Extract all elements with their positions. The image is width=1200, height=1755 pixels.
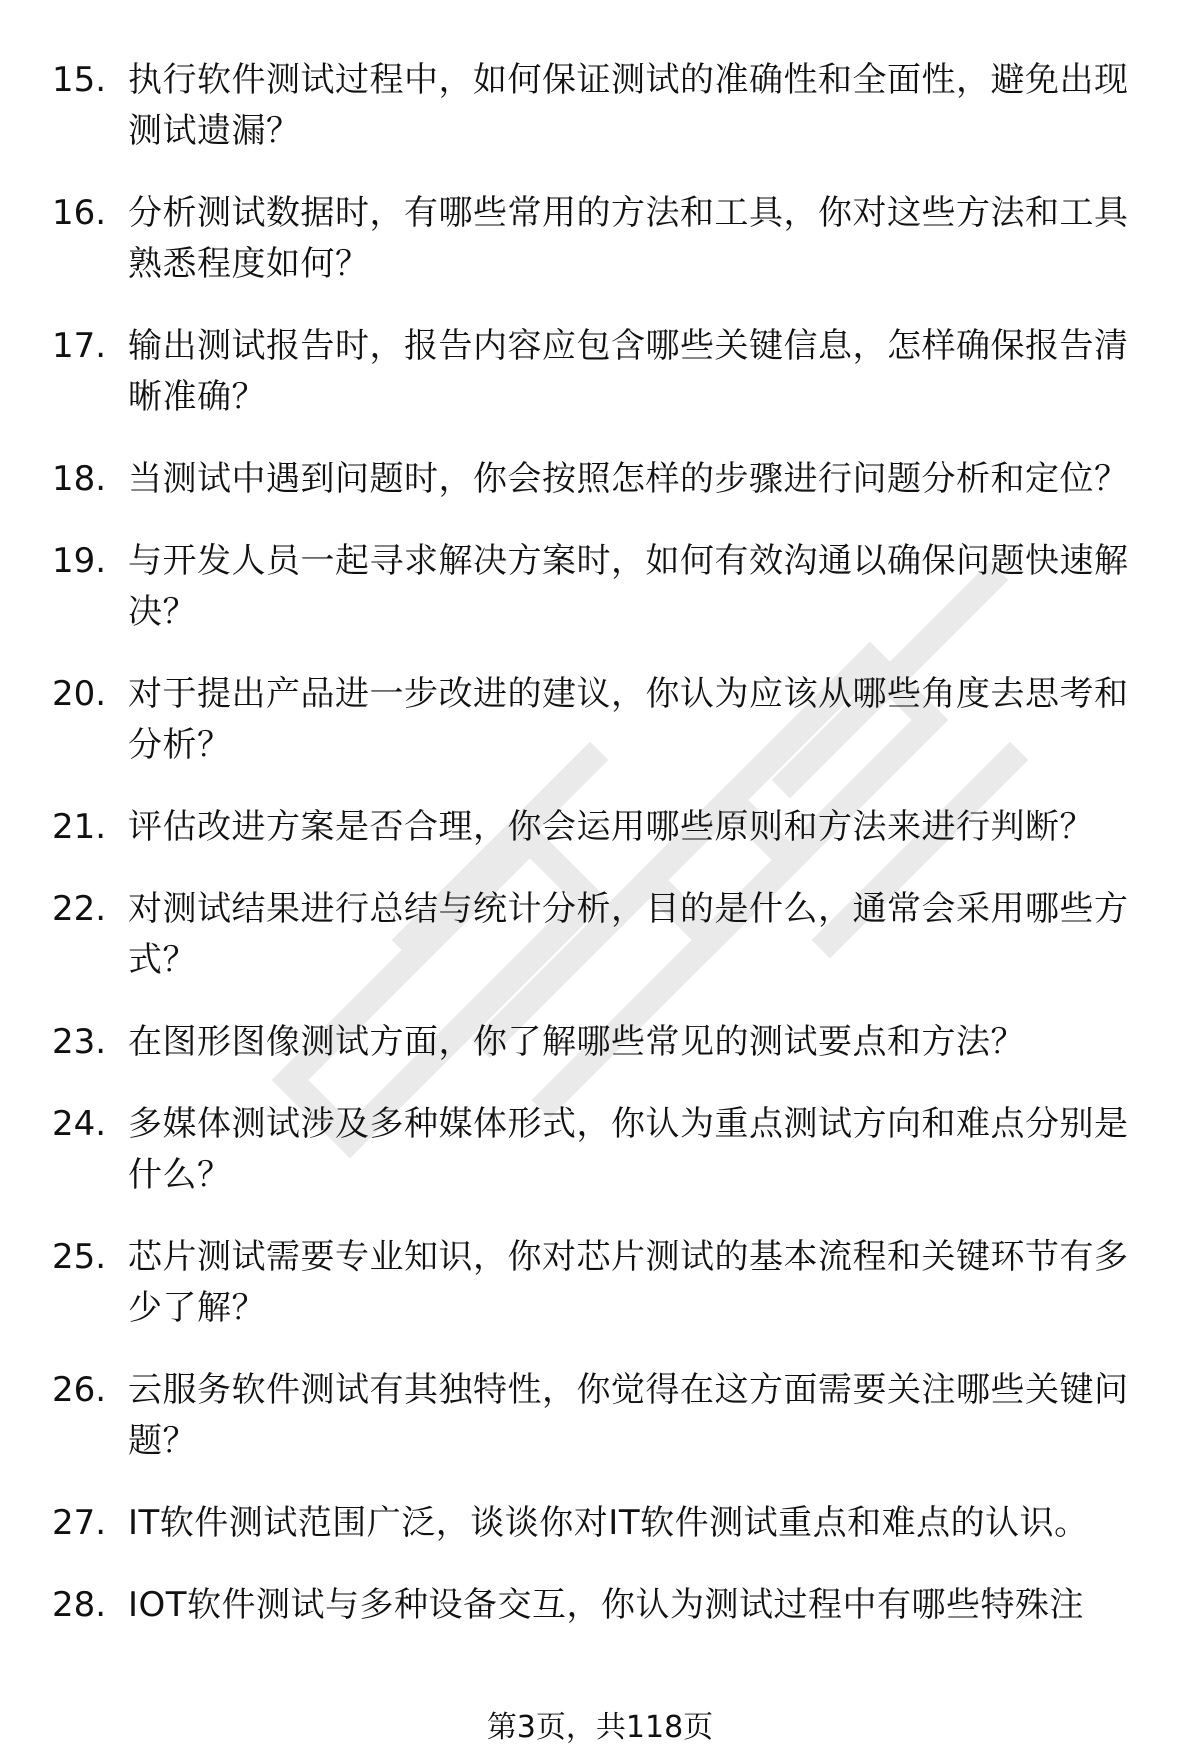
question-item	[0, 1498, 1200, 1549]
question-number: 22.	[52, 889, 107, 929]
question-text: IOT软件测试与多种设备交互，你认为测试过程中有哪些特殊注	[128, 1585, 1085, 1625]
question-text: 与开发人员一起寻求解决方案时，如何有效沟通以确保问题快速解决？	[128, 541, 1129, 632]
question-text: 对测试结果进行总结与统计分析，目的是什么，通常会采用哪些方式？	[128, 889, 1129, 980]
question-text: 分析测试数据时，有哪些常用的方法和工具，你对这些方法和工具熟悉程度如何？	[128, 193, 1129, 284]
question-text: 对于提出产品进一步改进的建议，你认为应该从哪些角度去思考和分析？	[128, 674, 1129, 765]
question-list	[0, 55, 1200, 1662]
question-text: 在图形图像测试方面，你了解哪些常见的测试要点和方法？	[128, 1022, 1025, 1062]
question-item	[0, 884, 1200, 986]
question-text: 云服务软件测试有其独特性，你觉得在这方面需要关注哪些关键问题？	[128, 1370, 1129, 1461]
question-item	[0, 536, 1200, 638]
question-number: 27.	[52, 1503, 107, 1543]
question-item	[0, 802, 1200, 853]
question-item	[0, 1580, 1200, 1631]
question-number: 17.	[52, 326, 107, 366]
question-text: 评估改进方案是否合理，你会运用哪些原则和方法来进行判断？	[128, 807, 1094, 847]
question-number: 18.	[52, 459, 107, 499]
question-text: 当测试中遇到问题时，你会按照怎样的步骤进行问题分析和定位？	[128, 459, 1129, 499]
question-number: 26.	[52, 1370, 107, 1410]
question-text: 输出测试报告时，报告内容应包含哪些关键信息，怎样确保报告清晰准确？	[128, 326, 1129, 417]
question-text: 芯片测试需要专业知识，你对芯片测试的基本流程和关键环节有多少了解？	[128, 1237, 1129, 1328]
question-number: 23.	[52, 1022, 107, 1062]
question-number: 24.	[52, 1104, 107, 1144]
question-number: 15.	[52, 60, 107, 100]
page-number-footer: 第3页，共118页	[486, 1710, 714, 1745]
question-text: 多媒体测试涉及多种媒体形式，你认为重点测试方向和难点分别是什么？	[128, 1104, 1129, 1195]
question-number: 28.	[52, 1585, 107, 1625]
question-item	[0, 454, 1200, 505]
question-item	[0, 1099, 1200, 1201]
question-item	[0, 1365, 1200, 1467]
question-item	[0, 669, 1200, 771]
question-item	[0, 321, 1200, 423]
question-text: IT软件测试范围广泛，谈谈你对IT软件测试重点和难点的认识。	[128, 1503, 1089, 1543]
question-number: 19.	[52, 541, 107, 581]
question-item	[0, 1017, 1200, 1068]
question-item	[0, 1232, 1200, 1334]
question-text: 执行软件测试过程中，如何保证测试的准确性和全面性，避免出现测试遗漏？	[128, 60, 1129, 151]
question-number: 16.	[52, 193, 107, 233]
question-item	[0, 55, 1200, 157]
question-number: 25.	[52, 1237, 107, 1277]
question-item	[0, 188, 1200, 290]
question-number: 21.	[52, 807, 107, 847]
question-number: 20.	[52, 674, 107, 714]
